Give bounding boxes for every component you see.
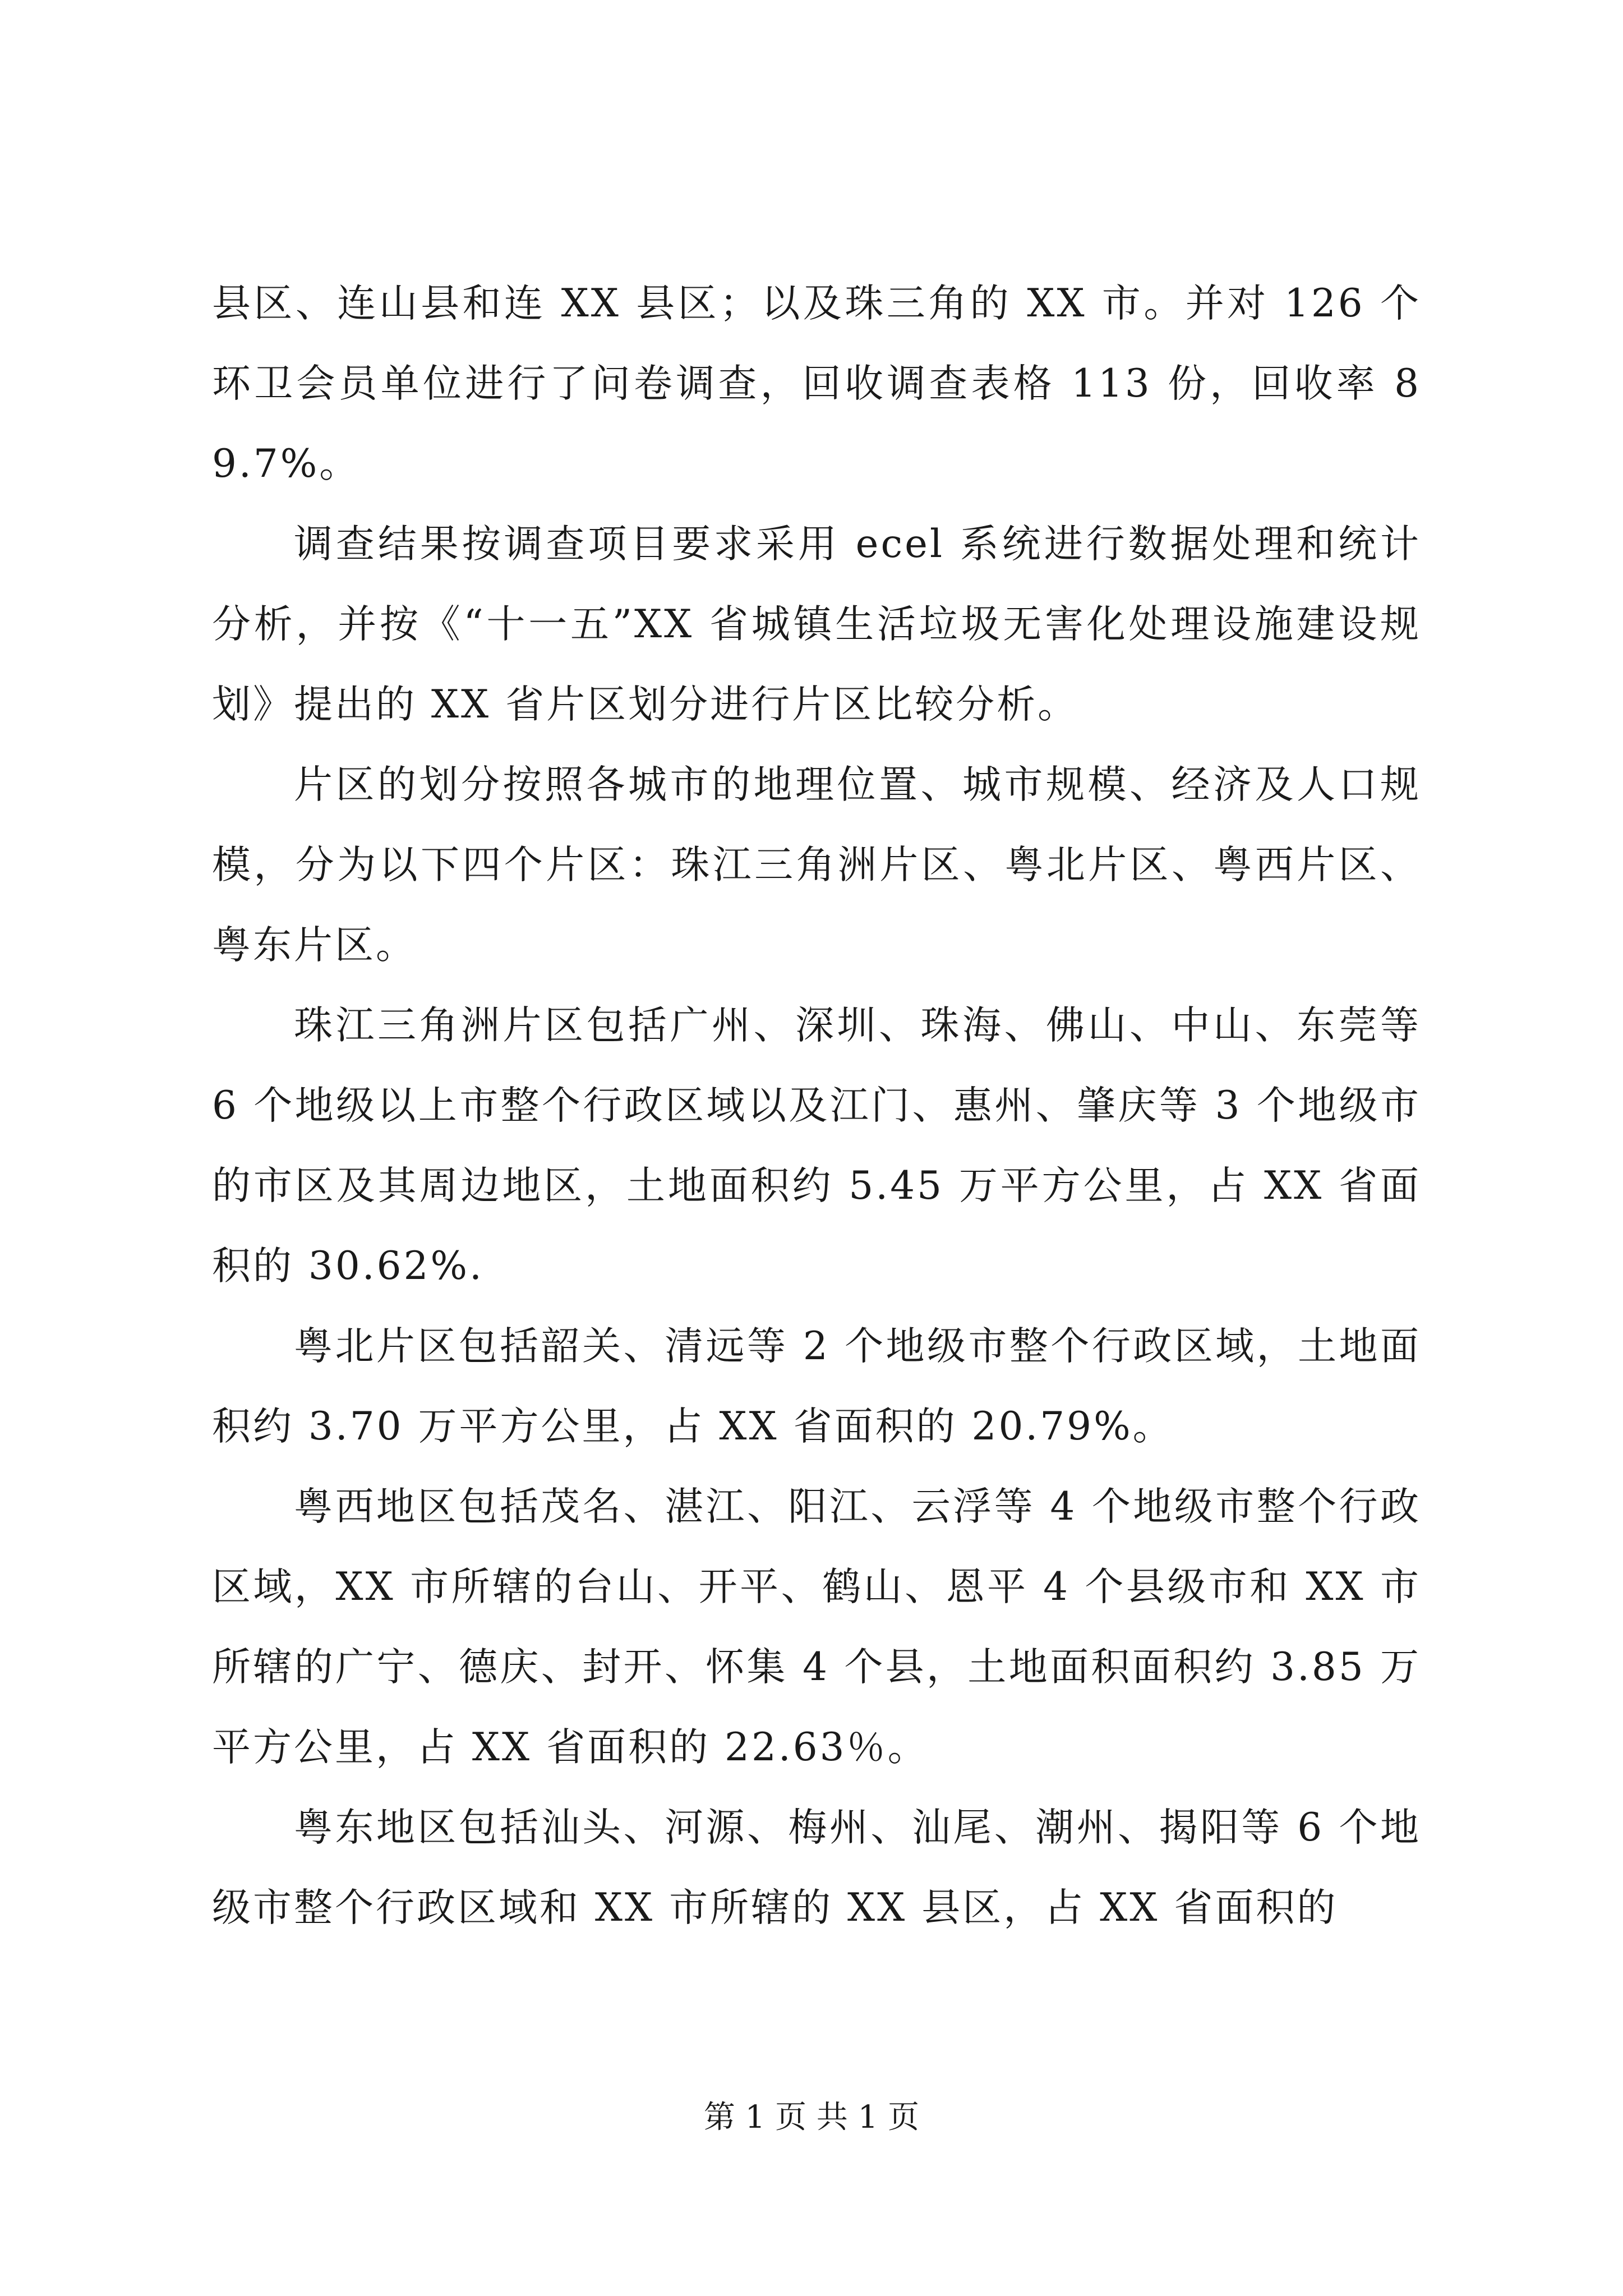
paragraph-5: 粤北片区包括韶关、清远等 2 个地级市整个行政区域，土地面积约 3.70 万平方公里，占 XX 省面积的 20.79%。 — [212, 1324, 1421, 1449]
page-number-footer: 第 1 页 共 1 页 — [703, 2099, 920, 2136]
paragraph-1: 县区、连山县和连 XX 县区；以及珠三角的 XX 市。并对 126 个环卫会员单位进行了问卷调查，回收调查表格 113 份，回收率 89.7%。 — [212, 281, 1421, 486]
paragraph-7: 粤东地区包括汕头、河源、梅州、汕尾、潮州、揭阳等 6 个地级市整个行政区域和 XX 市所辖的 XX 县区，占 XX 省面积的 — [212, 1805, 1421, 1930]
paragraph-2: 调查结果按调查项目要求采用 ecel 系统进行数据处理和统计分析，并按《“十一五”XX 省城镇生活垃圾无害化处理设施建设规划》提出的 XX 省片区划分进行片区比较分析。 — [212, 522, 1421, 727]
paragraph-4: 珠江三角洲片区包括广州、深圳、珠海、佛山、中山、东莞等 6 个地级以上市整个行政区域以及江门、惠州、肇庆等 3 个地级市的市区及其周边地区，土地面积约 5.45 万平方公里，占 XX 省面积的 30.62%. — [212, 1003, 1421, 1289]
paragraph-3: 片区的划分按照各城市的地理位置、城市规模、经济及人口规模，分为以下四个片区：珠江三角洲片区、粤北片区、粤西片区、粤东片区。 — [212, 762, 1421, 968]
document-body — [212, 264, 1421, 1948]
paragraph-6: 粤西地区包括茂名、湛江、阳江、云浮等 4 个地级市整个行政区域，XX 市所辖的台山、开平、鹤山、恩平 4 个县级市和 XX 市所辖的广宁、德庆、封开、怀集 4 个县，土地面积面积约 3.85 万平方公里，占 XX 省面积的 22.63％。 — [212, 1484, 1421, 1770]
